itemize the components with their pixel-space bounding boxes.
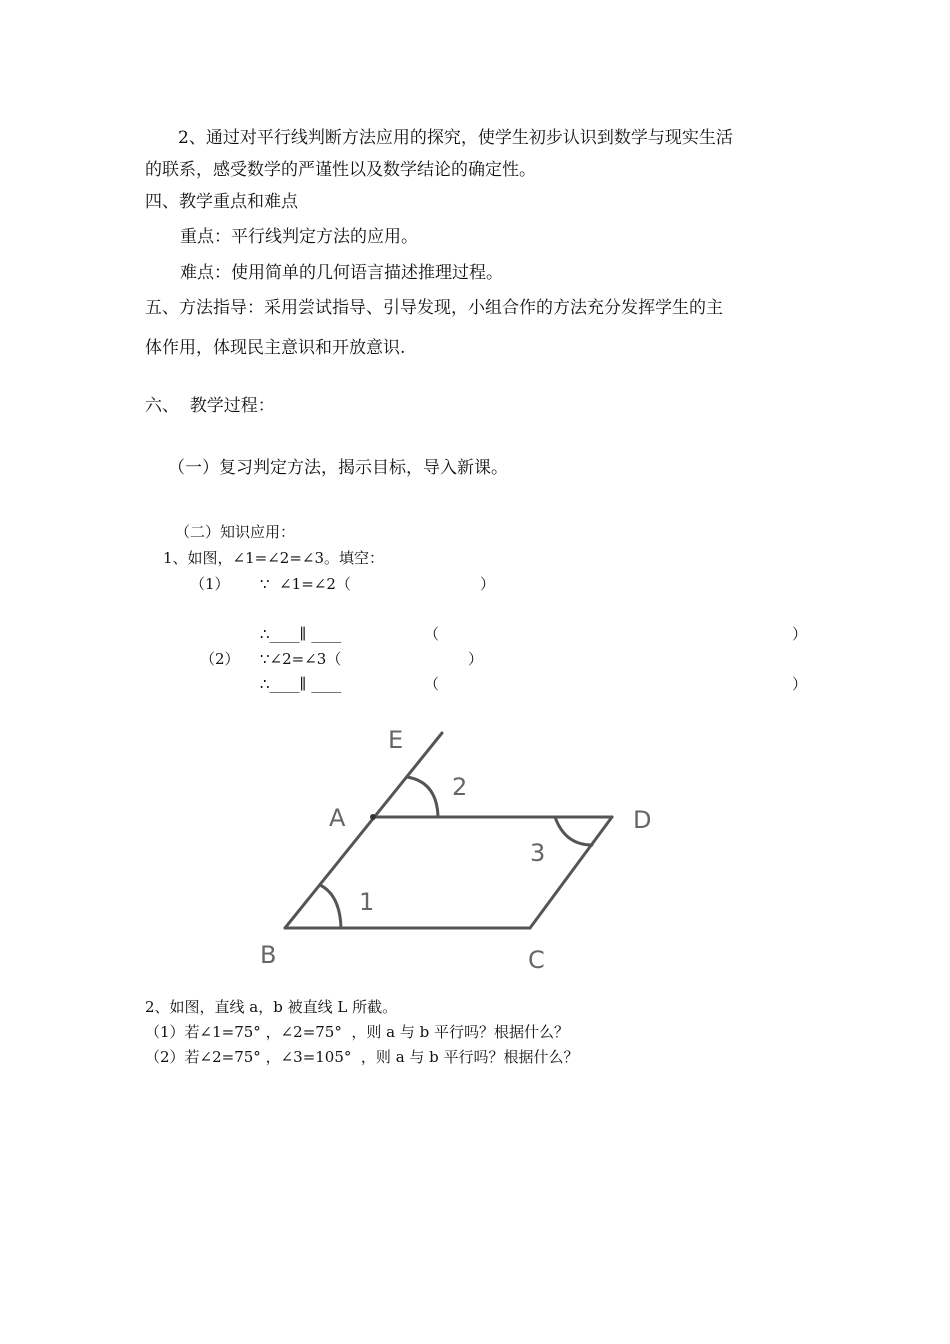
section-5-line-2: 体作用，体现民主意识和开放意识. [145,338,406,358]
q1-part-2-label: （2） [200,650,240,668]
line-d-to-c [530,817,612,928]
label-b: B [260,941,277,969]
section-5-line-1: 五、方法指导：采用尝试指导、引导发现，小组合作的方法充分发挥学生的主 [145,298,723,318]
q1-part-1-label: （1） [190,575,230,593]
angle-3-arc [555,817,592,845]
question-2-part-2: （2）若∠2=75° ，∠3=105° ，则 a 与 b 平行吗？根据什么？ [145,1048,579,1066]
q1-part-2-reason-open: （ [424,675,440,693]
objective-2-line-2: 的联系，感受数学的严谨性以及数学结论的确定性。 [145,160,536,180]
q1-part-1-given: ∵ ∠1=∠2（ [260,575,351,593]
question-1-stem: 1、如图，∠1=∠2=∠3。填空： [163,549,385,567]
q1-part-1-given-close: ） [480,575,496,593]
q1-part-2-conclusion: ∴____∥ ____ [260,675,342,693]
angle-3-label: 3 [530,839,546,867]
angle-2-label: 2 [452,773,468,801]
q1-part-2-given: ∵∠2=∠3（ [260,650,342,668]
label-c: C [528,946,545,974]
objective-2-line-1: 2、通过对平行线判断方法应用的探究，使学生初步认识到数学与现实生活 [178,128,733,148]
process-part-2: （二）知识应用： [175,523,296,541]
question-2-stem: 2、如图，直线 a，b 被直线 L 所截。 [145,998,398,1016]
q1-part-2-reason-close: ） [792,675,808,693]
label-a: A [329,804,346,832]
process-part-1: （一）复习判定方法，揭示目标，导入新课。 [168,458,508,478]
q1-part-1-conclusion: ∴____∥ ____ [260,625,342,643]
angle-1-label: 1 [359,888,375,916]
point-a-dot [370,814,376,820]
question-2-part-1: （1）若∠1=75° ，∠2=75° ，则 a 与 b 平行吗？根据什么？ [145,1023,570,1041]
q1-part-2-given-close: ） [468,650,484,668]
section-4-heading: 四、教学重点和难点 [145,192,298,212]
q1-part-1-reason-open: （ [424,625,440,643]
angle-1-arc [320,885,341,928]
section-6-heading: 六、 教学过程： [145,396,275,416]
key-point: 重点：平行线判定方法的应用。 [180,227,418,247]
angle-2-arc [407,777,438,817]
difficulty-point: 难点：使用简单的几何语言描述推理过程。 [180,263,503,283]
label-e: E [388,726,404,754]
label-d: D [633,806,652,834]
q1-part-1-reason-close: ） [792,625,808,643]
